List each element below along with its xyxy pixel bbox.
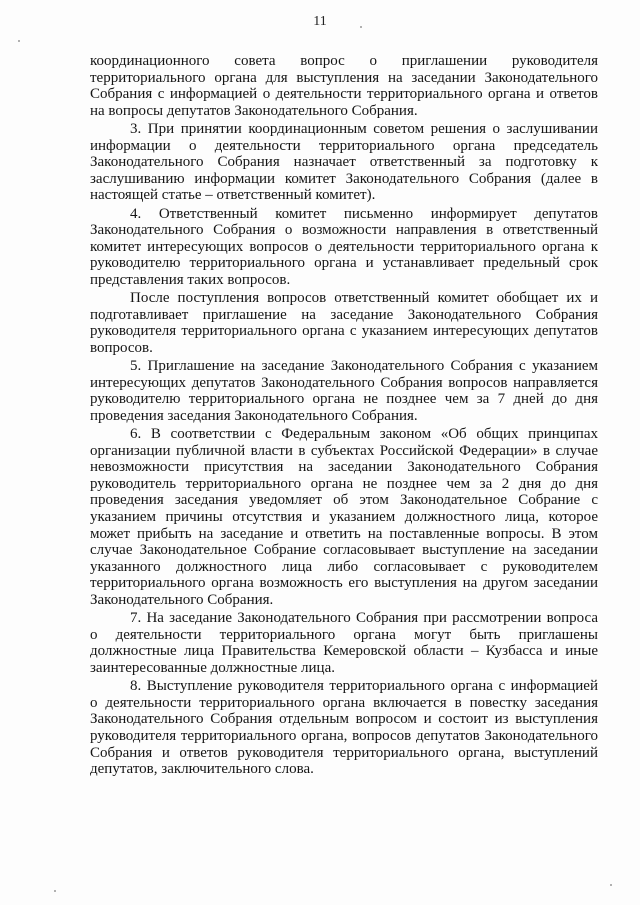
paragraph-6: 6. В соответствии с Федеральным законом «Об общих принципах организации публичной власти в субъектах Российской Федерации» в случае невозможности присутствия на заседании Законодательного Собрания руководитель территориального органа не позднее чем за 2 дня до дня проведения заседания уведомляет об этом Законодательное Собрание с указанием причины отсутствия и указанием должностного лица, которое может прибыть на заседание и ответить на поставленные вопросы. В этом случае Законодательное Собрание согласовывает выступление на заседании указанного должностного лица либо согласовывает с руководителем территориального органа возможность его выступления на другом заседании Законодательного Собрания. [90,426,598,608]
paragraph-4: После поступления вопросов ответственный комитет обобщает их и подготавливает приглашение на заседание Законодательного Собрания руководителя территориального органа с указанием интересующих депутатов вопросов. [90,290,598,356]
paragraph-5: 5. Приглашение на заседание Законодательного Собрания с указанием интересующих депутатов Законодательного Собрания вопросов направляется руководителю территориального органа не позднее чем за 7 дней до дня проведения заседания Законодательного Собрания. [90,358,598,424]
scan-speck [360,26,362,28]
body-text [90,53,598,779]
paragraph-7: 7. На заседание Законодательного Собрания при рассмотрении вопроса о деятельности территориального органа могут быть приглашены должностные лица Правительства Кемеровской области – Кузбасса и иные заинтересованные должностные лица. [90,610,598,676]
paragraph-2: 3. При принятии координационным советом решения о заслушивании информации о деятельности территориального органа председатель Законодательного Собрания назначает ответственный за подготовку к заслушиванию информации комитет Законодательного Собрания (далее в настоящей статье – ответственный комитет). [90,120,598,204]
page-number: 11 [313,14,327,29]
paragraph-1: координационного совета вопрос о приглашении руководителя территориального органа для выступления на заседании Законодательного Собрания с информацией о деятельности территориального органа и ответов на вопросы депутатов Законодательного Собрания. [90,53,598,119]
scan-speck [610,884,612,886]
scan-speck [18,40,20,42]
paragraph-8: 8. Выступление руководителя территориального органа с информацией о деятельности территориального органа включается в повестку заседания Законодательного Собрания отдельным вопросом и состоит из выступления руководителя территориального органа, вопросов депутатов Законодательного Собрания и ответов руководителя территориального органа, выступлений депутатов, заключительного слова. [90,678,598,778]
scan-speck [54,890,56,892]
paragraph-3: 4. Ответственный комитет письменно информирует депутатов Законодательного Собрания о возможности направления в ответственный комитет интересующих вопросов о деятельности территориального органа к руководителю территориального органа и устанавливает предельный срок представления таких вопросов. [90,205,598,288]
